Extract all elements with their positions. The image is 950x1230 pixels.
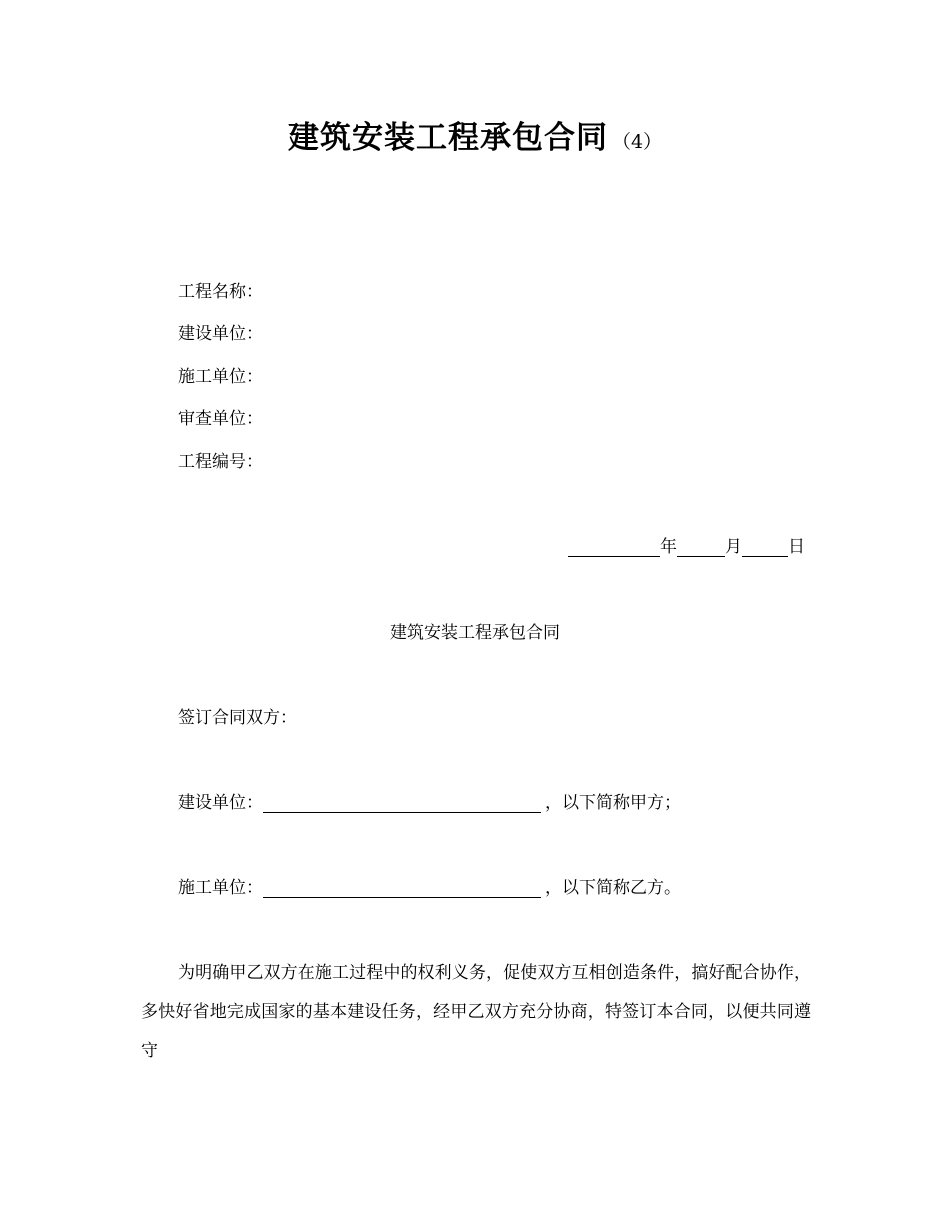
month-blank [677, 538, 725, 557]
party-b-blank [263, 879, 541, 898]
day-label: 日 [788, 537, 805, 557]
party-a-suffix: ，以下简称甲方； [545, 793, 681, 813]
party-a-label: 建设单位： [178, 793, 263, 813]
document-title [0, 112, 950, 157]
date-line [568, 532, 805, 557]
cover-field-reviewer: 审查单位： [178, 409, 263, 429]
cover-field-contractor: 施工单位： [178, 367, 263, 387]
cover-field-project-number: 工程编号： [178, 452, 263, 472]
title-text: 建筑安装工程承包合同 [287, 120, 608, 156]
contract-subtitle: 建筑安装工程承包合同 [390, 623, 560, 643]
year-label: 年 [660, 537, 677, 557]
day-blank [742, 538, 788, 557]
party-b-suffix: ，以下简称乙方。 [545, 878, 681, 898]
cover-field-project-name: 工程名称： [178, 282, 263, 302]
cover-field-builder: 建设单位： [178, 324, 263, 344]
year-blank [568, 538, 660, 557]
party-a-blank [263, 794, 541, 813]
party-a-line [178, 788, 681, 813]
party-b-line [178, 873, 681, 898]
party-b-label: 施工单位： [178, 878, 263, 898]
intro-paragraph: 为明确甲乙双方在施工过程中的权利义务，促使双方互相创造条件，搞好配合协作，多快好省地完成国家的基本建设任务，经甲乙双方充分协商，特签订本合同，以便共同遵守 [141, 963, 811, 1061]
title-suffix: （4） [611, 131, 663, 153]
parties-heading: 签订合同双方： [178, 708, 297, 728]
month-label: 月 [725, 537, 742, 557]
